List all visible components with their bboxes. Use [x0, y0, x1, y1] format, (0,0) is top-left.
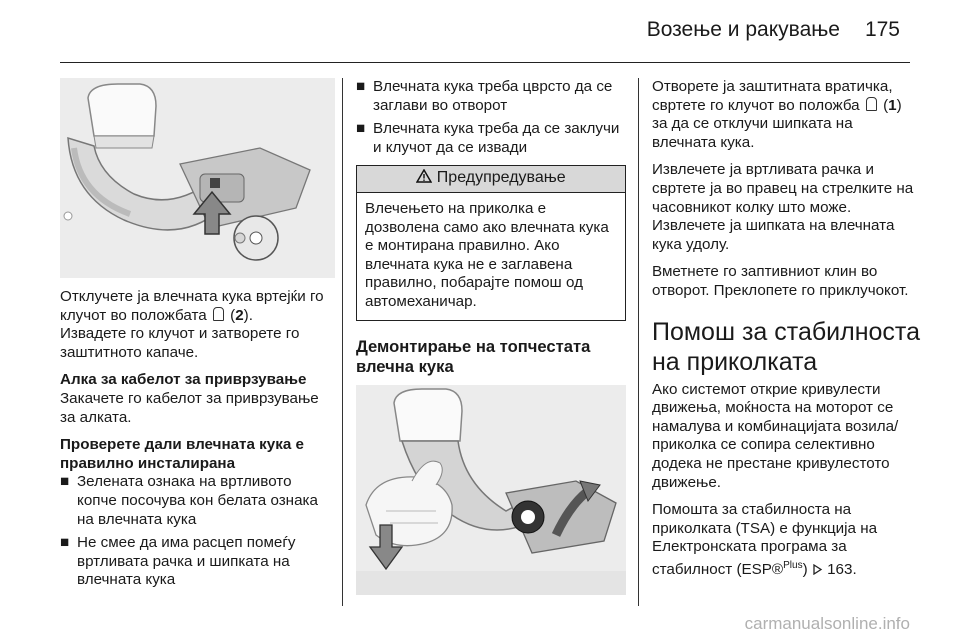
subheading-cable-eye: Алка за кабелот за приврзување	[60, 371, 307, 389]
chapter-title: Возење и ракување	[646, 18, 840, 41]
page-reference-link[interactable]: 163	[827, 560, 853, 578]
watermark: carmanualsonline.info	[744, 614, 910, 633]
column-1	[60, 78, 335, 590]
page-header	[0, 18, 960, 58]
unlock-paragraph: Отклучете ја влечната кука вртејќи го клучот во положбата (2). Извадете го клучот и затворете го заштитното капаче.	[60, 288, 324, 361]
key-unlock-icon	[866, 97, 877, 111]
subheading-check-install: Проверете дали влечната кука е правилно инсталирана	[60, 436, 304, 472]
list-item: ■ Влечната кука треба цврсто да се заглави во отворот	[356, 78, 613, 114]
list-item: ■ Влечната кука треба да се заклучи и клучот да се извади	[356, 120, 620, 156]
section-heading-tsa: Помош за стабилноста на приколката	[652, 317, 921, 376]
header-divider	[60, 62, 910, 63]
column-2	[356, 78, 626, 595]
page-number: 175	[864, 18, 900, 41]
column-divider-2	[638, 78, 639, 606]
column-3	[652, 78, 920, 580]
tsa-esp-paragraph: Помошта за стабилноста на приколката (TSA) е функција на Електронската програма за стабилност (ESP®$^{Plus}$) 163.	[652, 501, 878, 578]
warning-text: Влечењето на приколка е дозволена само ако влечната кука е монтирана правилно. Ако влечната кука не е заглавена правилно, побарајте помош од автомеханичар.	[365, 199, 609, 310]
section-heading-removal: Демонтирање на топчестата влечна кука	[356, 336, 591, 376]
warning-box	[356, 165, 626, 320]
list-item: ■ Зелената ознака на вртливото копче посочува кон белата ознака на влечната кука	[60, 473, 318, 528]
warning-header: Предупредување	[357, 166, 625, 193]
key-lock-icon	[213, 307, 224, 321]
towbar-removal-illustration	[356, 385, 626, 595]
plug-paragraph: Вметнете го заптивниот клин во отворот. Преклопете го приклучокот.	[652, 263, 909, 299]
list-item: ■ Не смее да има расцеп помеѓу вртливата рачка и шипката на влечната кука	[60, 534, 296, 589]
warning-triangle-icon	[416, 169, 436, 186]
check-list-continued	[356, 78, 626, 157]
tsa-description: Ако системот открие кривулести движења, моќноста на моторот се намалува и комбинацијата возила/ приколка се сопира селективно додека не престане кривулестото движење.	[652, 380, 899, 491]
check-list	[60, 473, 335, 590]
pull-handle-paragraph: Извлечете ја вртливата рачка и свртете ја во правец на стрелките на часовникот колку што може. Извлечете ја шипката на влечната кука удолу.	[652, 161, 914, 253]
page-reference-icon	[812, 561, 827, 578]
unlock-step-paragraph: Отворете ја заштитната вратичка, свртете го клучот во положба (1) за да се отклучи шипката на влечната кука.	[652, 78, 902, 151]
column-divider-1	[342, 78, 343, 606]
towbar-unlock-illustration	[60, 78, 335, 278]
cable-paragraph: Закачете го кабелот за приврзување за алката.	[60, 389, 319, 426]
